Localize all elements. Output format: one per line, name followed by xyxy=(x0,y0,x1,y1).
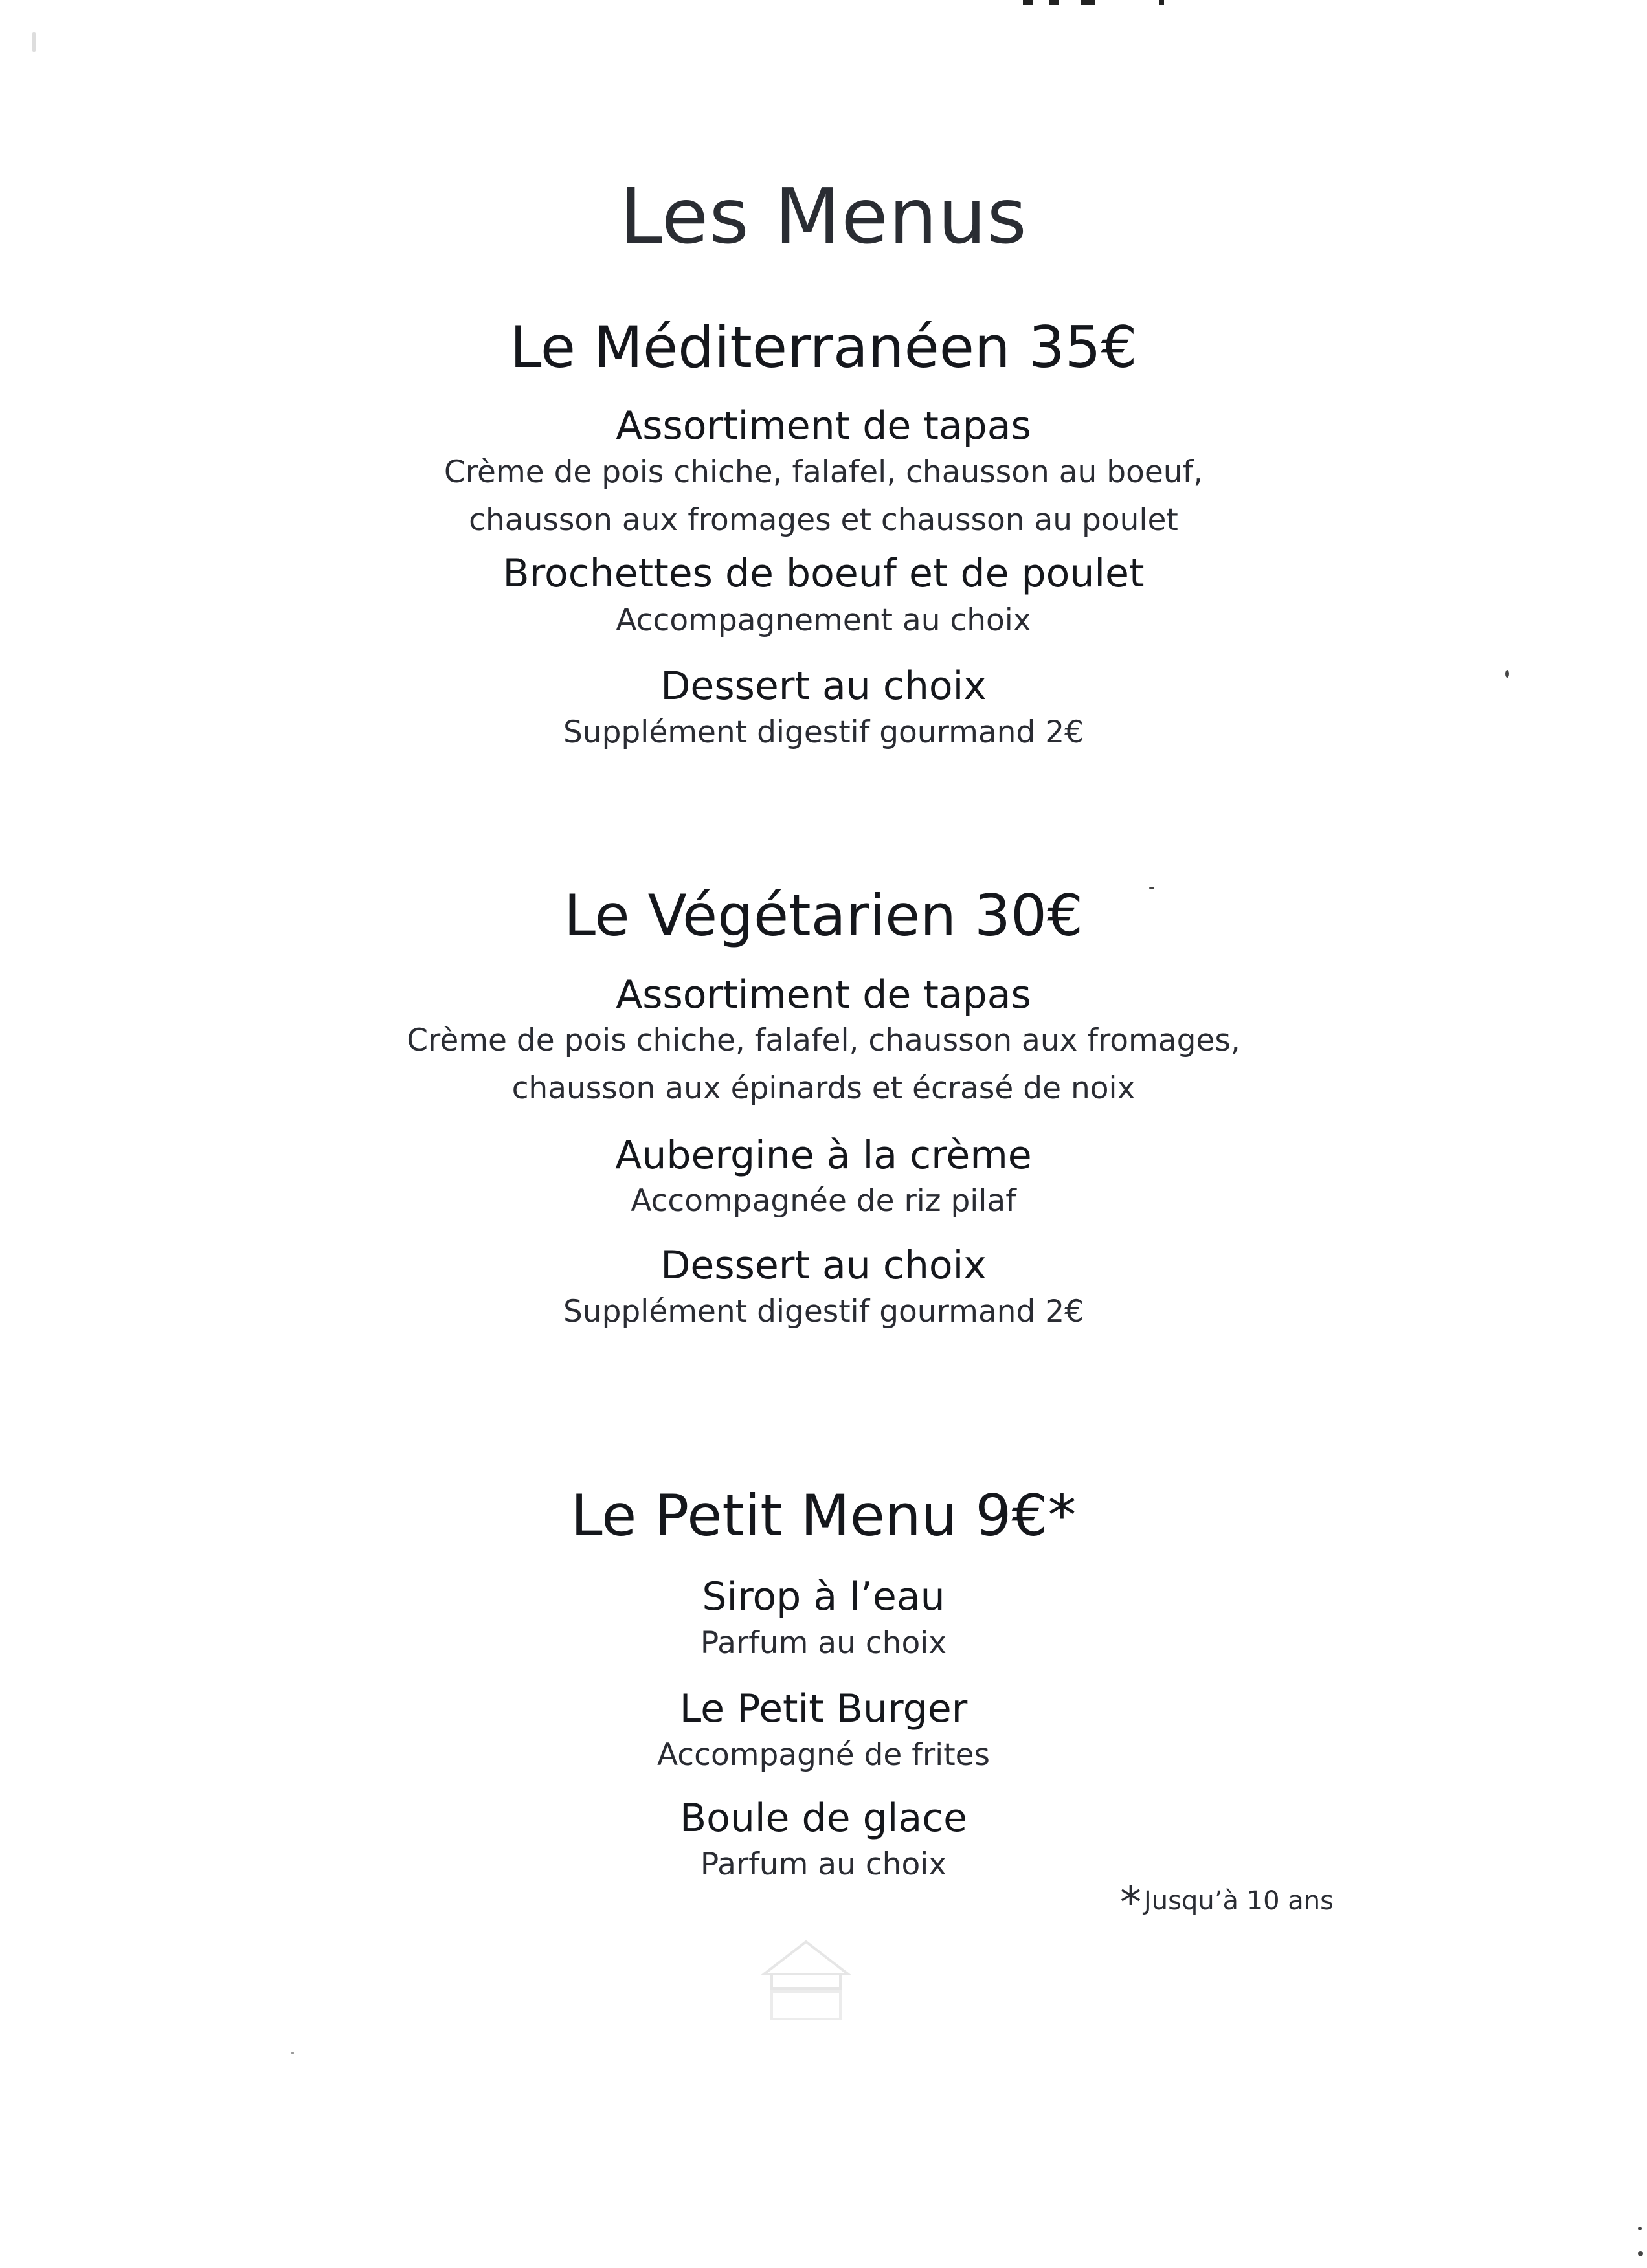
footnote-asterisk: * xyxy=(1120,1878,1141,1928)
course-detail: chausson aux épinards et écrasé de noix xyxy=(511,1071,1136,1106)
course-detail: Parfum au choix xyxy=(700,1625,947,1661)
menu-name-petit-menu: Le Petit Menu 9€* xyxy=(570,1482,1077,1549)
course-title: Boule de glace xyxy=(679,1796,968,1841)
page-title: Les Menus xyxy=(620,172,1027,261)
course-title: Dessert au choix xyxy=(660,663,987,709)
scan-speck xyxy=(1149,887,1154,889)
menu-name-mediterraneen: Le Méditerranéen 35€ xyxy=(510,314,1137,381)
faint-stamp-mark xyxy=(757,1939,855,2023)
scan-speck xyxy=(1638,2251,1643,2256)
scan-speck xyxy=(291,2052,294,2054)
course-title: Sirop à l’eau xyxy=(702,1574,945,1619)
course-title: Assortiment de tapas xyxy=(616,403,1031,449)
course-detail: Supplément digestif gourmand 2€ xyxy=(563,1294,1084,1329)
course-title: Assortiment de tapas xyxy=(616,972,1031,1017)
scan-artifact-marks xyxy=(1023,0,1178,6)
course-detail: Parfum au choix xyxy=(700,1847,947,1882)
course-detail: Crème de pois chiche, falafel, chausson au boeuf, xyxy=(443,454,1204,490)
course-title: Dessert au choix xyxy=(660,1243,987,1288)
course-title: Brochettes de boeuf et de poulet xyxy=(502,551,1145,596)
course-detail: chausson aux fromages et chausson au poulet xyxy=(469,502,1178,538)
scan-speck xyxy=(32,32,36,52)
course-title: Aubergine à la crème xyxy=(615,1133,1032,1178)
course-detail: Accompagnée de riz pilaf xyxy=(631,1183,1016,1219)
course-detail: Accompagnement au choix xyxy=(616,603,1031,638)
age-footnote xyxy=(1120,1874,1334,1928)
footnote-text: Jusqu’à 10 ans xyxy=(1144,1886,1334,1916)
course-detail: Accompagné de frites xyxy=(656,1737,991,1773)
scan-speck xyxy=(1505,670,1509,678)
menu-name-vegetarien: Le Végétarien 30€ xyxy=(563,882,1083,949)
scan-speck xyxy=(1638,2227,1642,2230)
course-detail: Supplément digestif gourmand 2€ xyxy=(563,715,1084,750)
course-detail: Crème de pois chiche, falafel, chausson aux fromages, xyxy=(407,1023,1240,1058)
course-title: Le Petit Burger xyxy=(679,1686,968,1731)
